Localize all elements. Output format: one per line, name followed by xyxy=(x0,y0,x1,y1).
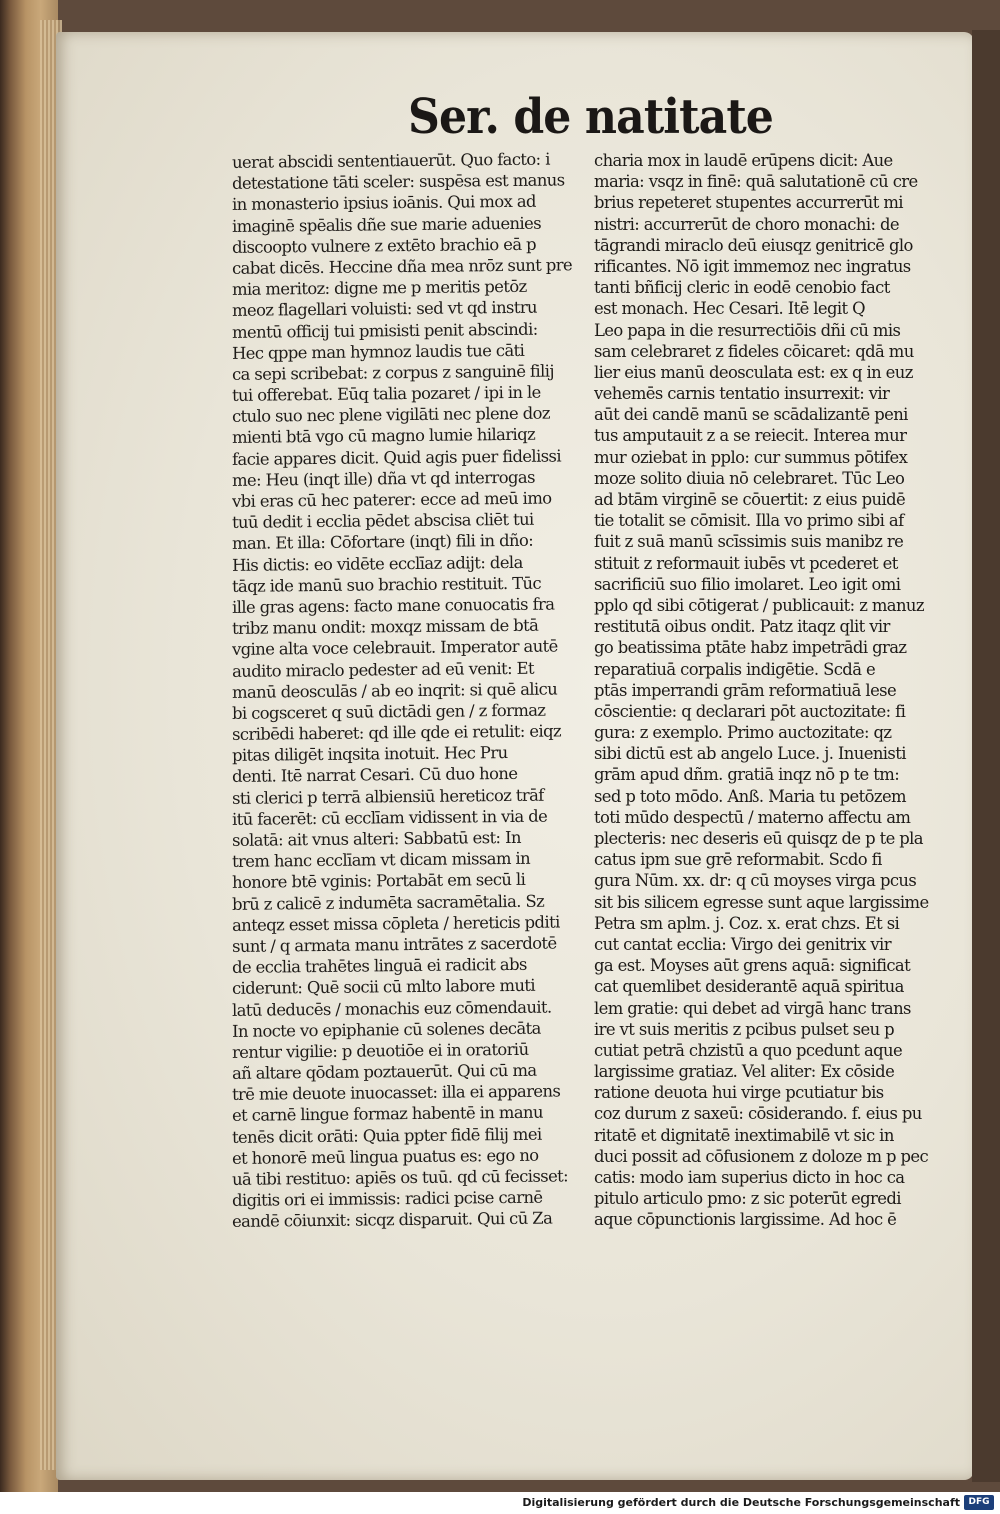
text-line: pplo qd sibi cōtigerat / publicauit: z manuz xyxy=(594,595,924,615)
text-line: uerat abscidi sententiauerūt. Quo facto: i xyxy=(231,149,550,172)
text-line: latū deducēs / monachis euz cōmendauit. xyxy=(231,997,552,1020)
text-line: catus ipm sue grē reformabit. Scdo fi xyxy=(594,850,882,870)
text-line: de ecclia trahētes linguā ei radicit abs xyxy=(231,954,527,978)
text-line: lier eius manū deosculata est: ex q in euz xyxy=(594,362,913,382)
text-line: tāqz ide manū suo brachio restituit. Tūc xyxy=(231,573,542,596)
text-line: pitas diligēt inqsita inotuit. Hec Pru xyxy=(231,743,508,766)
funding-credit: Digitalisierung gefördert durch die Deutsche Forschungsgemeinschaft xyxy=(522,1496,960,1509)
text-line: digitis ori ei immissis: radici pcise carnē xyxy=(231,1187,543,1211)
text-line: tuū dedit i ecclia pēdet abscisa cliēt tui xyxy=(231,509,534,533)
text-line: mienti btā vgo cū magno lumie hilariqz xyxy=(231,425,536,448)
text-line: tui offerebat. Eūq talia pozaret / ipi in le xyxy=(231,382,541,405)
text-line: tus amputauit z a se reiecit. Interea mur xyxy=(594,426,907,446)
text-line: toti mūdo despectū / materno affectu am xyxy=(594,807,911,827)
text-line: lem gratie: qui debet ad virgā hanc trans xyxy=(594,998,911,1018)
text-line: tenēs dicit orāti: Quia ppter fidē filij mei xyxy=(231,1124,542,1147)
text-line: man. Et illa: Cōfortare (inqt) fili in dño: xyxy=(231,531,534,554)
digitization-footer xyxy=(0,1492,1000,1514)
text-line: sibi dictū est ab angelo Luce. j. Inuenisti xyxy=(594,744,906,764)
text-line: ratione deuota hui virge pcutiatur bis xyxy=(594,1083,884,1103)
text-line: mentū officij tui pmisisti penit abscindi: xyxy=(231,319,538,342)
text-line: tāgrandi miraclo deū eiusqz genitricē glo xyxy=(594,235,913,255)
text-line: grām apud dñm. gratiā inqz nō p te tm: xyxy=(594,765,900,785)
text-line: añ altare qōdam poztauerūt. Qui cū ma xyxy=(231,1060,537,1083)
text-line: vgine alta voce celebrauit. Imperator autē xyxy=(231,636,558,660)
text-line: manū deosculās / ab eo inqrit: si quē alicu xyxy=(231,679,558,702)
text-line: itū facerēt: cū ecclīam vidissent in via de xyxy=(231,806,548,829)
text-line: ciderunt: Quē socii cū mlto labore muti xyxy=(231,976,536,999)
text-line: cat quemlibet desiderantē aquā spiritua xyxy=(594,977,904,997)
text-line: cut cantat ecclia: Virgo dei genitrix vir xyxy=(594,934,891,954)
text-line: scribēdi haberet: qd ille qde ei retulit: eiqz xyxy=(231,721,562,744)
text-line: cōscientie: q declarari pōt auctozitate: fi xyxy=(594,701,906,721)
text-line: Leo papa in die resurrectiōis dñi cū mis xyxy=(594,320,901,340)
text-line: ritatē et dignitatē inextimabilē vt sic in xyxy=(594,1125,894,1145)
text-line: duci possit ad cōfusionem z doloze m p pec xyxy=(594,1146,929,1166)
text-line: rentur vigilie: p deuotiōe ei in oratoriū xyxy=(231,1039,529,1062)
text-line: ga est. Moyses aūt grens aquā: significat xyxy=(594,956,911,976)
text-line: facie appares dicit. Quid agis puer fidelissi xyxy=(231,446,562,469)
running-title: Ser. de natitate xyxy=(408,89,773,145)
text-line: cutiat petrā chzistū a quo pcedunt aque xyxy=(594,1040,903,1060)
text-line: sacrificiū suo filio imolaret. Leo igit omi xyxy=(594,574,901,594)
text-line: meoz flagellari voluisti: sed vt qd instru xyxy=(231,298,538,321)
text-line: ca sepi scribebat: z corpus z sanguinē filij xyxy=(231,361,554,384)
text-line: tie totalit se cōmisit. Illa vo primo sibi af xyxy=(594,511,904,531)
left-text-column xyxy=(232,150,594,1231)
text-line: brū z calicē z indumēta sacramētalia. Sz xyxy=(231,891,545,914)
text-line: sit bis silicem egresse sunt aque largissime xyxy=(594,892,929,912)
text-line: gura Nūm. xx. dr: q cū moyses virga pcus xyxy=(594,871,917,891)
text-line: vehemēs carnis tentatio insurrexit: vir xyxy=(594,384,890,404)
text-line: pitulo articulo pmo: z sic poterūt egredi xyxy=(594,1189,901,1209)
text-line: ctulo suo nec plene vigilāti nec plene doz xyxy=(231,403,550,427)
text-line: go beatissima ptāte habz impetrādi graz xyxy=(594,638,907,658)
text-line: coz durum z saxeū: cōsiderando. f. eius pu xyxy=(594,1104,922,1124)
text-line: vbi eras cū hec paterer: ecce ad meū imo xyxy=(231,488,552,511)
text-line: brius repeteret stupentes accurrerūt mi xyxy=(594,193,903,213)
text-line: rificantes. Nō igit immemoz nec ingratus xyxy=(594,256,911,276)
right-text-column xyxy=(594,150,960,1231)
text-line: Petra sm aplm. j. Coz. x. erat chzs. Et si xyxy=(594,913,900,933)
text-line: denti. Itē narrat Cesari. Cū duo hone xyxy=(231,764,518,787)
text-line: eandē cōiunxit: sicqz disparuit. Qui cū Za xyxy=(231,1208,553,1232)
text-line: maria: vsqz in finē: quā salutationē cū cre xyxy=(594,172,918,192)
text-line: charia mox in laudē erūpens dicit: Aue xyxy=(594,151,893,170)
text-line: audito miraclo pedester ad eū venit: Et xyxy=(231,658,535,681)
text-line: sam celebraret z fideles cōicaret: qdā mu xyxy=(594,341,914,361)
text-line: mia meritoz: digne me p meritis petōz xyxy=(231,276,527,300)
text-line: In nocte vo epiphanie cū solenes decāta xyxy=(231,1018,541,1041)
text-line: tribz manu ondit: moxqz missam de btā xyxy=(231,615,539,639)
text-line: solatā: ait vnus alteri: Sabbatū est: In xyxy=(231,827,521,850)
text-line: trē mie deuote inuocasset: illa ei apparens xyxy=(231,1081,561,1105)
text-line: anteqz esset missa cōpleta / hereticis pditi xyxy=(231,912,560,935)
text-line: stituit z reformauit iubēs vt pcederet et xyxy=(594,553,898,573)
text-line: et carnē lingue formaz habentē in manu xyxy=(231,1103,543,1126)
text-line: nistri: accurrerūt de choro monachi: de xyxy=(594,214,900,234)
book-cover-edge xyxy=(972,30,1000,1482)
text-line: bi cogsceret q suū dictādi gen / z formaz xyxy=(231,700,546,723)
text-line: restitutā oibus ondit. Patz itaqz qlit vir xyxy=(594,617,890,637)
text-line: sti clerici p terrā albiensiū hereticoz trāf xyxy=(231,785,544,808)
text-line: mur oziebat in pplo: cur summus pōtifex xyxy=(594,447,908,467)
text-line: ad btām virginē se cōuertit: z eius puidē xyxy=(594,490,906,509)
text-line: aūt dei candē manū se scādalizantē peni xyxy=(594,405,908,425)
text-line: me: Heu (inqt ille) dña vt qd interrogas xyxy=(231,467,535,490)
text-line: fuit z suā manū scīssimis suis manibz re xyxy=(594,532,904,552)
text-line: uā tibi restituo: apiēs os tuū. qd cū fecisset: xyxy=(231,1166,569,1189)
text-line: catis: modo iam superius dicto in hoc ca xyxy=(594,1168,905,1187)
text-line: His dictis: eo vidēte ecclīaz adijt: dela xyxy=(231,552,523,575)
text-line: trem hanc ecclīam vt dicam missam in xyxy=(231,848,531,872)
text-line: aque cōpunctionis largissime. Ad hoc ē xyxy=(594,1210,897,1230)
text-line: cabat dicēs. Heccine dña mea nrōz sunt pre xyxy=(231,255,573,278)
text-line: tanti bñficij cleric in eodē cenobio fact xyxy=(594,278,890,298)
text-line: ille gras agens: facto mane conuocatis fra xyxy=(231,594,555,617)
text-line: gura: z exemplo. Primo auctozitate: qz xyxy=(594,723,892,743)
text-line: est monach. Hec Cesari. Itē legit Q xyxy=(594,299,865,319)
text-line: moze solito diuia nō celebraret. Tūc Leo xyxy=(594,468,905,488)
text-line: sunt / q armata manu intrātes z sacerdotē xyxy=(231,933,557,956)
dfg-logo-icon: DFG xyxy=(964,1495,994,1510)
text-line: ptās imperrandi grām reformatiuā lese xyxy=(594,680,897,700)
text-line: reparatiuā corpalis indigētie. Scdā e xyxy=(594,659,876,679)
text-line: Hec qppe man hymnoz laudis tue cāti xyxy=(231,340,525,363)
text-line: imaginē spēalis dñe sue marie aduenies xyxy=(231,213,542,236)
text-line: discoopto vulnere z extēto brachio eā p xyxy=(231,234,537,257)
text-line: sed p toto mōdo. Anß. Maria tu petōzem xyxy=(594,786,906,806)
text-line: plecteris: nec deseris eū quisqz de p te pla xyxy=(594,829,923,848)
text-line: in monasterio ipsius ioānis. Qui mox ad xyxy=(231,192,536,215)
text-line: largissime gratiaz. Vel aliter: Ex cōside xyxy=(594,1062,895,1082)
text-line: ire vt suis meritis z pcibus pulset seu p xyxy=(594,1019,895,1039)
text-line: et honorē meū lingua puatus es: ego no xyxy=(231,1145,539,1168)
text-line: detestatione tāti sceler: suspēsa est manus xyxy=(231,170,565,194)
text-line: honore btē vginis: Portabāt em secū li xyxy=(231,870,526,893)
